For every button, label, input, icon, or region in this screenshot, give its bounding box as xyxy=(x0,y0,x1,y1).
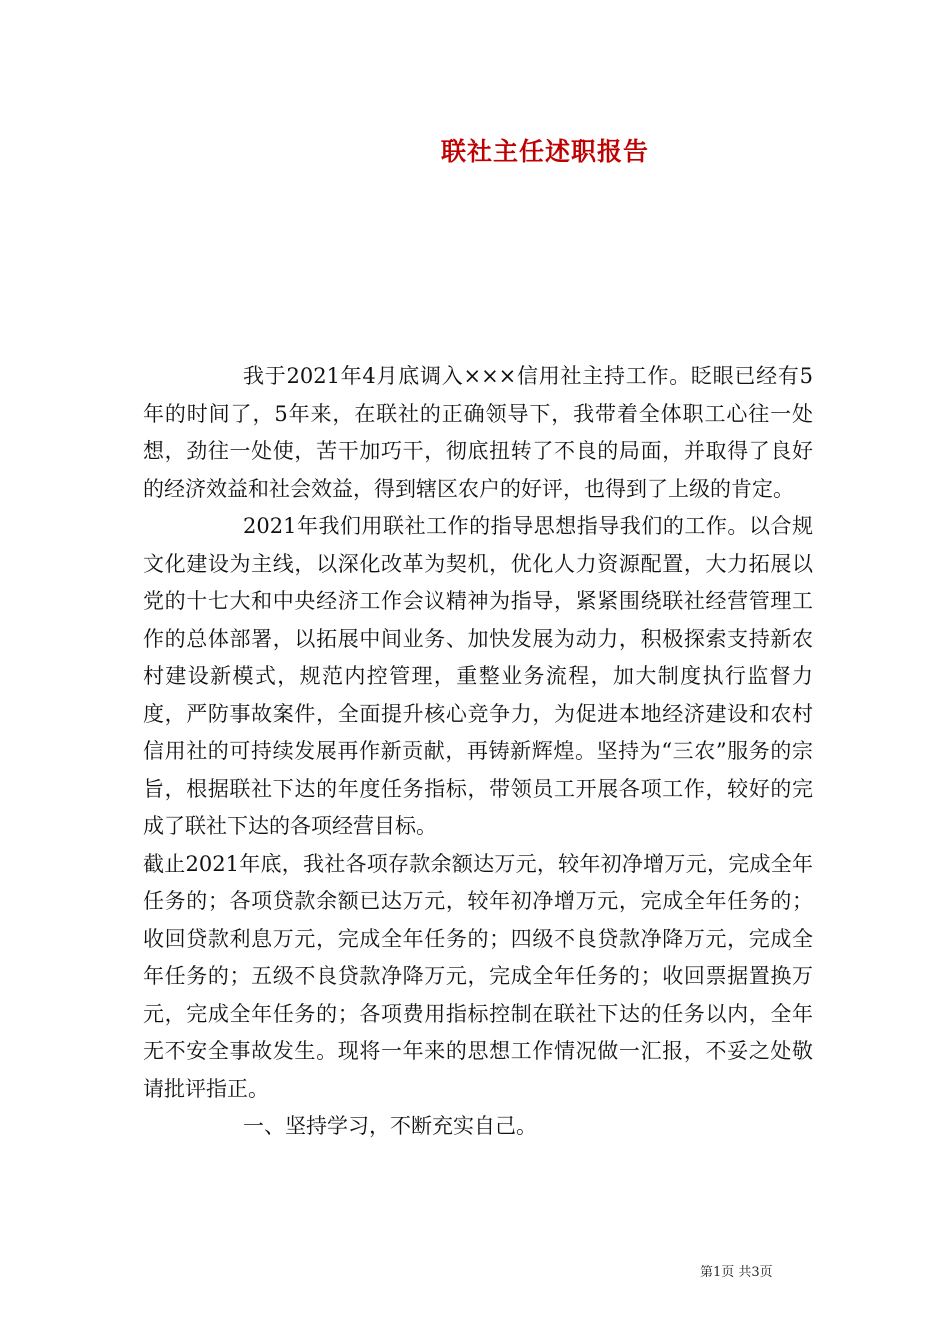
paragraph-results: 截止2021年底，我社各项存款余额达万元，较年初净增万元，完成全年任务的；各项贷款余额已达万元，较年初净增万元，完成全年任务的；收回贷款利息万元，完成全年任务的；四级不良贷款净降万元，完成全年任务的；五级不良贷款净降万元，完成全年任务的；收回票据置换万元，完成全年任务的；各项费用指标控制在联社下达的任务以内，全年无不安全事故发生。现将一年来的思想工作情况做一汇报，不妥之处敬请批评指正。 xyxy=(143,851,813,1101)
document-title: 联社主任述职报告 xyxy=(440,137,649,166)
document-body xyxy=(143,358,813,1146)
paragraph-guiding-thought: 2021年我们用联社工作的指导思想指导我们的工作。以合规文化建设为主线，以深化改革为契机，优化人力资源配置，大力拓展以党的十七大和中央经济工作会议精神为指导，紧紧围绕联社经营管理工作的总体部署，以拓展中间业务、加快发展为动力，积极探索支持新农村建设新模式，规范内控管理，重整业务流程，加大制度执行监督力度，严防事故案件，全面提升核心竞争力，为促进本地经济建设和农村信用社的可持续发展再作新贡献，再铸新辉煌。坚持为“三农”服务的宗旨，根据联社下达的年度任务指标，带领员工开展各项工作，较好的完成了联社下达的各项经营目标。 xyxy=(143,514,813,838)
paragraph-intro: 我于2021年4月底调入×××信用社主持工作。眨眼已经有5年的时间了，5年来，在联社的正确领导下，我带着全体职工心往一处想，劲往一处使，苦干加巧干，彻底扭转了不良的局面，并取得了良好的经济效益和社会效益，得到辖区农户的好评，也得到了上级的肯定。 xyxy=(143,364,813,501)
section-heading: 一、坚持学习，不断充实自己。 xyxy=(243,1114,537,1138)
page-number: 第1页 共3页 xyxy=(700,1265,773,1280)
